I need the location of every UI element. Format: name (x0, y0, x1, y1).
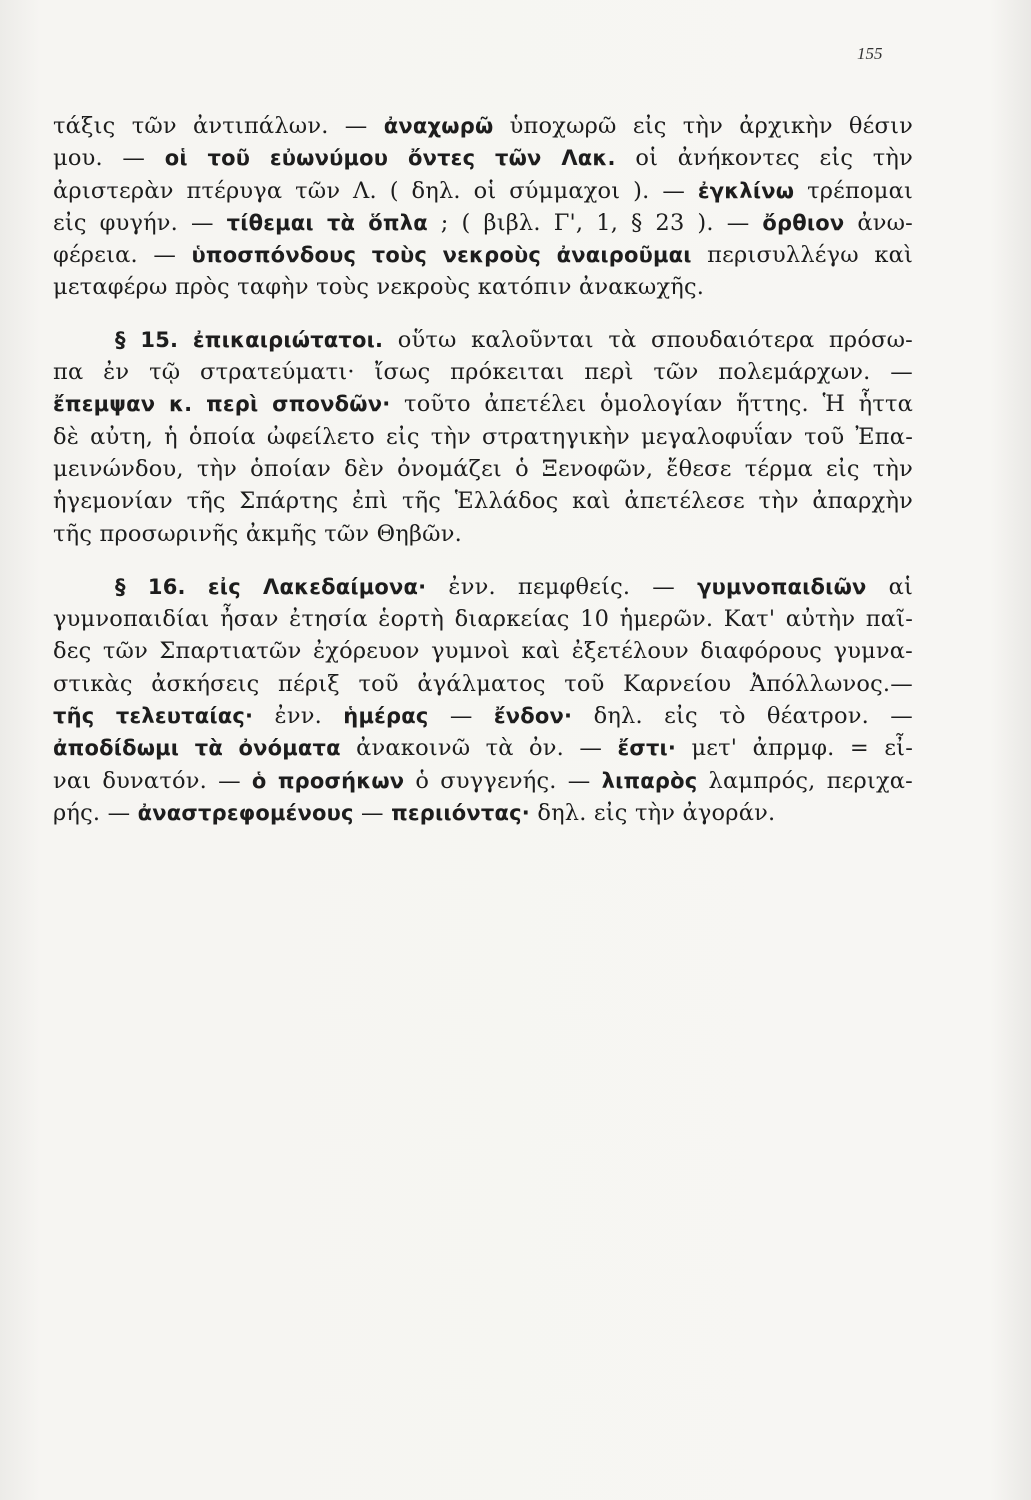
text-line (53, 175, 913, 207)
paragraph-1 (53, 110, 913, 304)
lemma-term: γυμνοπαιδιῶν (697, 574, 867, 599)
paragraph-section-16 (53, 571, 913, 829)
text-line (53, 388, 913, 420)
text-line (53, 356, 913, 388)
text-run: ἀριστερὰν πτέρυγα τῶν Λ. ( δηλ. οἱ σύμμαχοι ). — (53, 177, 698, 204)
text-run: μεινώνδου, τὴν ὁποίαν δὲν ὀνομάζει ὁ Ξενοφῶν, ἔθεσε τέρμα εἰς τὴν (53, 455, 913, 482)
text-run: ἡγεμονίαν τῆς Σπάρτης ἐπὶ τῆς Ἑλλάδος καὶ ἀπετέλεσε τὴν ἀπαρχὴν (53, 488, 913, 515)
text-line (53, 765, 913, 797)
text-line (53, 603, 913, 635)
text-run: μετ' ἀπρμφ. = εἶ- (676, 735, 913, 762)
text-line (53, 142, 913, 174)
text-line (53, 324, 913, 356)
text-run: τοῦτο ἀπετέλει ὁμολογίαν ἥττης. Ἡ ἧττα (390, 391, 914, 418)
text-line (53, 239, 913, 271)
text-line (53, 668, 913, 700)
text-run: λαμπρός, περιχα- (697, 767, 913, 794)
text-line (53, 700, 913, 732)
lemma-term: ἔπεμψαν κ. περὶ σπονδῶν· (53, 392, 391, 417)
lemma-term: οἱ τοῦ εὐωνύμου ὄντες τῶν Λακ. (164, 146, 616, 171)
text-line (53, 571, 913, 603)
commentary-text (53, 110, 913, 829)
text-line (53, 207, 913, 239)
text-run: τῆς προσωρινῆς ἀκμῆς τῶν Θηβῶν. (53, 520, 462, 547)
text-run: εἰς φυγήν. — (53, 209, 227, 236)
text-run: ἀνω- (844, 209, 913, 236)
lemma-term: ἀποδίδωμι τὰ ὀνόματα (53, 736, 341, 761)
text-run: μου. — (53, 145, 165, 172)
text-run: δες τῶν Σπαρτιατῶν ἐχόρευον γυμνοὶ καὶ ἐξετέλουν διαφόρους γυμνα- (53, 638, 913, 665)
text-run: ρής. — (53, 799, 138, 826)
text-run: στικὰς ἀσκήσεις πέριξ τοῦ ἀγάλματος τοῦ Καρνείου Ἀπόλλωνος.— (53, 670, 913, 697)
text-run: ὑποχωρῶ εἰς τὴν ἀρχικὴν θέσιν (493, 113, 913, 139)
text-line (53, 635, 913, 667)
text-run: ; ( βιβλ. Γ', 1, § 23 ). — (427, 209, 763, 236)
text-run: — (353, 799, 392, 826)
text-run: οἱ ἀνήκοντες εἰς τὴν (615, 145, 913, 172)
lemma-term: ὄρθιον (762, 210, 845, 235)
lemma-term: ἔνδον· (493, 704, 573, 729)
lemma-term: § 15. ἐπικαιριώτατοι. (115, 327, 384, 352)
text-run: δὲ αὐτη, ἡ ὁποία ὠφείλετο εἰς τὴν στρατηγικὴν μεγαλοφυΐαν τοῦ Ἐπα- (53, 423, 913, 450)
paragraph-section-15 (53, 324, 913, 550)
text-line (53, 797, 913, 829)
text-run: τάξις τῶν ἀντιπάλων. — (53, 113, 384, 139)
text-run: περισυλλέγω καὶ (691, 242, 913, 269)
text-line (53, 453, 913, 485)
lemma-term: ὁ προσήκων (251, 768, 405, 793)
text-run: δηλ. εἰς τὴν ἀγοράν. (529, 799, 776, 826)
lemma-term: ἀναχωρῶ (383, 114, 494, 138)
page-number: 155 (857, 44, 883, 63)
lemma-term: περιιόντας· (391, 800, 530, 825)
text-run: ἐνν. (253, 703, 344, 730)
lemma-term: τῆς τελευταίας· (53, 704, 254, 729)
lemma-term: ἔστι· (617, 736, 677, 761)
lemma-term: ἡμέρας (343, 704, 429, 729)
text-run: γυμνοπαιδίαι ἦσαν ἐτησία ἑορτὴ διαρκείας 10 ἡμερῶν. Κατ' αὐτὴν παῖ- (53, 606, 913, 633)
lemma-term: τίθεμαι τὰ ὅπλα (226, 210, 428, 235)
text-run: ἀνακοινῶ τὰ ὀν. — (340, 735, 618, 762)
text-run: ἐνν. πεμφθείς. — (426, 573, 698, 600)
lemma-term: ὑποσπόνδους τοὺς νεκροὺς ἀναιροῦμαι (191, 243, 692, 268)
text-run: ναι δυνατόν. — (53, 767, 252, 794)
text-line (53, 732, 913, 764)
lemma-term: λιπαρὸς (601, 768, 698, 793)
text-line (53, 518, 913, 550)
lemma-term: ἐγκλίνω (697, 178, 795, 203)
text-line (53, 421, 913, 453)
text-run: φέρεια. — (53, 242, 192, 269)
text-run: τρέπομαι (794, 177, 913, 204)
text-line (53, 271, 913, 303)
text-run: αἱ (866, 573, 913, 600)
text-run: οὕτω καλοῦνται τὰ σπουδαιότερα πρόσω- (383, 326, 913, 353)
lemma-term: § 16. εἰς Λακεδαίμονα· (115, 574, 427, 599)
text-line (53, 110, 913, 142)
text-run: μεταφέρω πρὸς ταφὴν τοὺς νεκροὺς κατόπιν ἀνακωχῆς. (53, 274, 705, 301)
text-run: πα ἐν τῷ στρατεύματι· ἴσως πρόκειται περὶ τῶν πολεμάρχων. — (53, 359, 913, 386)
lemma-term: ἀναστρεφομένους (137, 800, 354, 825)
text-run: δηλ. εἰς τὸ θέατρον. — (572, 703, 914, 730)
text-run: ὁ συγγενής. — (404, 767, 602, 794)
text-line (53, 485, 913, 517)
text-run: — (428, 703, 494, 730)
